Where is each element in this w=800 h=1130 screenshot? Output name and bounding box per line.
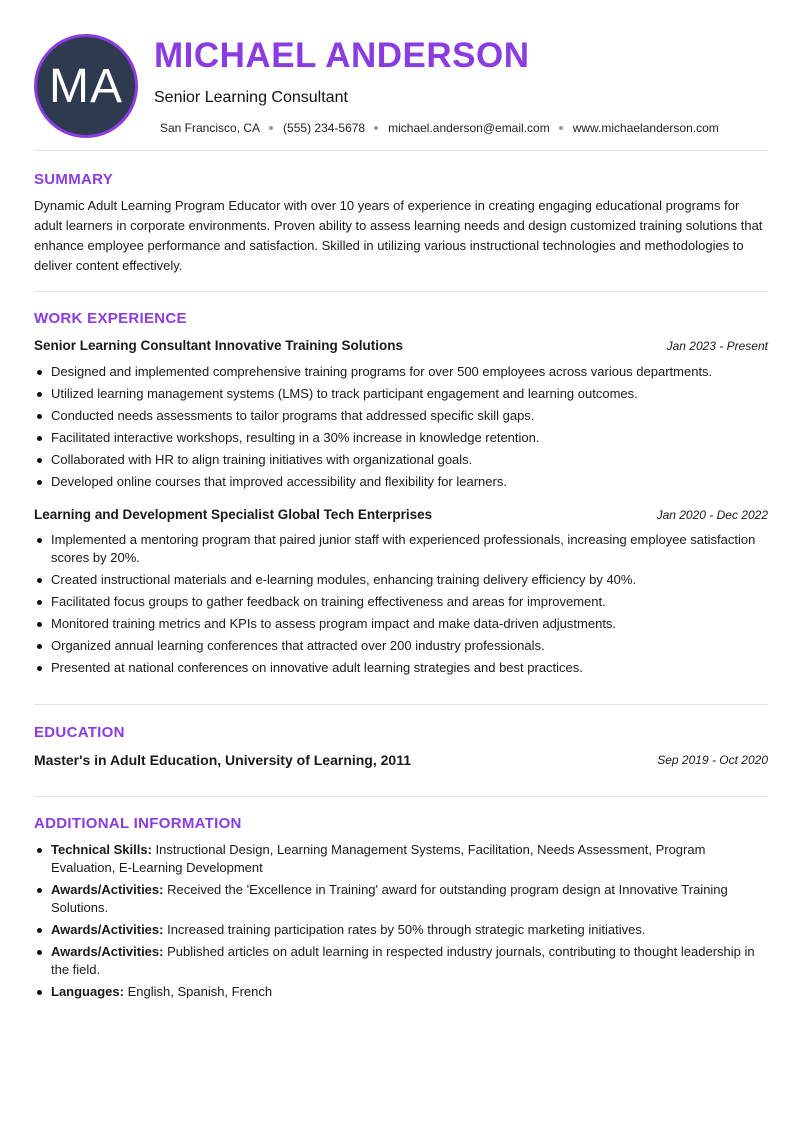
contact-website[interactable]: www.michaelanderson.com: [572, 121, 719, 135]
job-bullets: [34, 363, 768, 495]
education-degree: Master's in Adult Education, University of Learning, 2011: [34, 752, 412, 768]
candidate-role: Senior Learning Consultant: [154, 89, 348, 106]
item-label: Technical Skills:: [51, 842, 152, 857]
list-item: [34, 943, 768, 979]
section-divider: [34, 704, 768, 705]
list-item: Conducted needs assessments to tailor programs that addressed specific skill gaps.: [34, 407, 768, 425]
additional-list: [34, 841, 768, 1005]
item-label: Awards/Activities:: [51, 944, 164, 959]
contact-location: San Francisco, CA: [160, 121, 261, 135]
list-item: Organized annual learning conferences that attracted over 200 industry professionals.: [34, 637, 768, 655]
list-item: Presented at national conferences on innovative adult learning strategies and best practices.: [34, 659, 768, 677]
contact-line: [160, 121, 719, 135]
section-divider: [34, 796, 768, 797]
item-text: Increased training participation rates by 50% through strategic marketing initiatives.: [167, 922, 646, 937]
job-header: [34, 507, 768, 525]
item-text: Published articles on adult learning in respected industry journals, contributing to thought leadership in the field.: [51, 944, 755, 977]
job-title: Learning and Development Specialist Global Tech Enterprises: [34, 507, 433, 522]
list-item: Facilitated focus groups to gather feedback on training effectiveness and areas for improvement.: [34, 593, 768, 611]
section-divider: [34, 150, 768, 151]
summary-text: Dynamic Adult Learning Program Educator with over 10 years of experience in creating engaging educational programs for adult learners in corporate environments. Proven ability to assess learning needs and design customized training solutions that enhance employee performance and satisfaction. Skilled in utilizing various instructional technologies and methodologies to deliver content effectively.: [34, 198, 763, 273]
contact-email[interactable]: michael.anderson@email.com: [388, 121, 550, 135]
list-item: [34, 921, 768, 939]
job-dates: Jan 2020 - Dec 2022: [656, 508, 768, 522]
separator-dot-icon: [374, 126, 378, 130]
item-text: Received the 'Excellence in Training' award for outstanding program design at Innovative Training Solutions.: [51, 882, 728, 915]
list-item: Developed online courses that improved accessibility and flexibility for learners.: [34, 473, 768, 491]
job-header: [34, 338, 768, 356]
list-item: Implemented a mentoring program that paired junior staff with experienced professionals, increasing employee satisfaction scores by 20%.: [34, 531, 768, 567]
job-bullets: [34, 531, 768, 681]
avatar-initials: MA: [49, 59, 123, 113]
experience-title: WORK EXPERIENCE: [34, 310, 187, 327]
summary-title: SUMMARY: [34, 171, 114, 188]
list-item: [34, 983, 768, 1001]
list-item: [34, 881, 768, 917]
candidate-name: MICHAEL ANDERSON: [154, 36, 530, 75]
item-label: Languages:: [51, 984, 124, 999]
avatar: [34, 34, 138, 138]
list-item: Utilized learning management systems (LMS) to track participant engagement and learning outcomes.: [34, 385, 768, 403]
list-item: Facilitated interactive workshops, resulting in a 30% increase in knowledge retention.: [34, 429, 768, 447]
item-label: Awards/Activities:: [51, 922, 164, 937]
contact-phone: (555) 234-5678: [283, 121, 366, 135]
list-item: Designed and implemented comprehensive training programs for over 500 employees across various departments.: [34, 363, 768, 381]
list-item: Collaborated with HR to align training initiatives with organizational goals.: [34, 451, 768, 469]
resume-header: [34, 34, 768, 138]
job-title: Senior Learning Consultant Innovative Training Solutions: [34, 338, 404, 353]
item-text: Instructional Design, Learning Management Systems, Facilitation, Needs Assessment, Program Evaluation, E-Learning Development: [51, 842, 706, 875]
list-item: [34, 841, 768, 877]
education-entry: [34, 752, 768, 770]
list-item: Created instructional materials and e-learning modules, enhancing training delivery efficiency by 40%.: [34, 571, 768, 589]
additional-title: ADDITIONAL INFORMATION: [34, 815, 242, 832]
separator-dot-icon: [269, 126, 273, 130]
job-dates: Jan 2023 - Present: [666, 339, 768, 353]
education-dates: Sep 2019 - Oct 2020: [657, 753, 768, 767]
list-item: Monitored training metrics and KPIs to assess program impact and make data-driven adjustments.: [34, 615, 768, 633]
item-label: Awards/Activities:: [51, 882, 164, 897]
separator-dot-icon: [559, 126, 563, 130]
item-text: English, Spanish, French: [127, 984, 273, 999]
education-title: EDUCATION: [34, 724, 125, 741]
section-divider: [34, 291, 768, 292]
